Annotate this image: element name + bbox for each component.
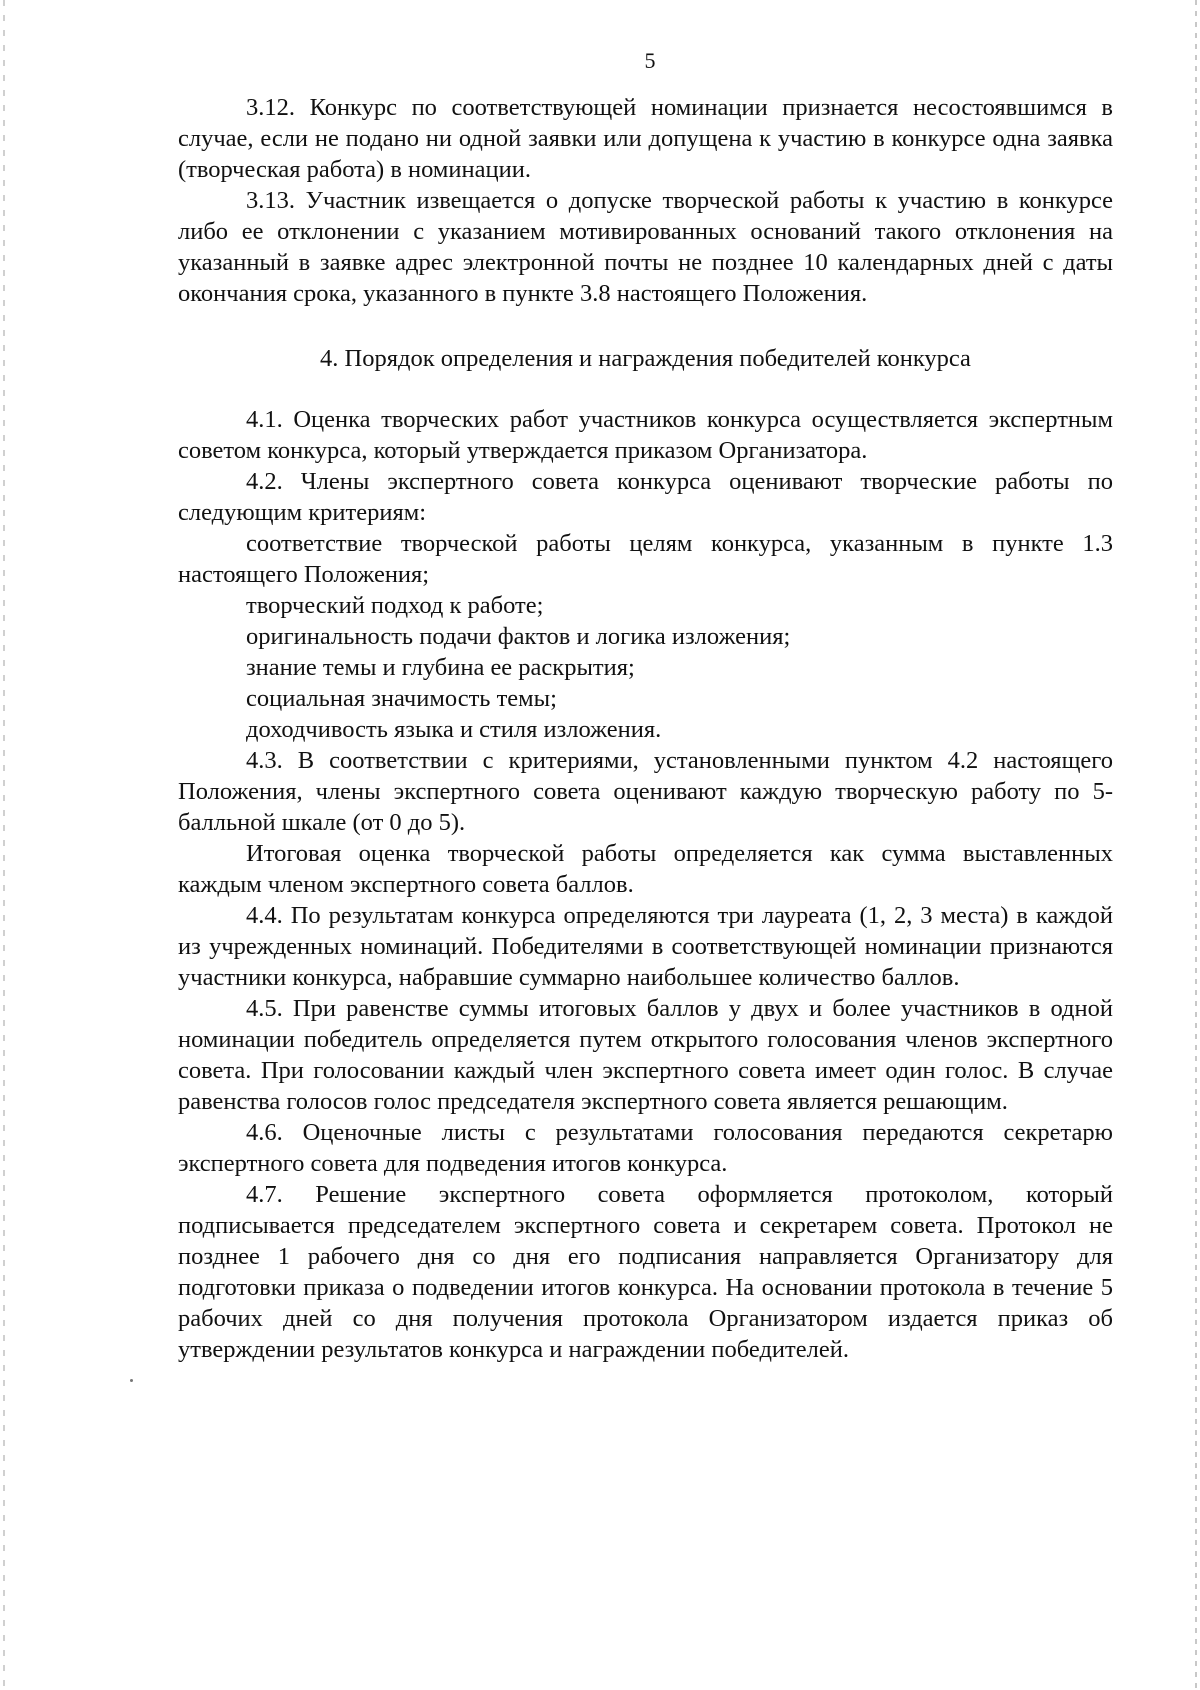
paragraph-4-4: 4.4. По результатам конкурса определяются три лауреата (1, 2, 3 места) в каждой из учрежденных номинаций. Победителями в соответствующей номинации признаются участники конкурса, набравшие суммарно наибольшее количество баллов. xyxy=(178,902,1113,991)
criteria-item: социальная значимость темы; xyxy=(246,685,557,712)
paragraph-4-1: 4.1. Оценка творческих работ участников конкурса осуществляется экспертным советом конкурса, который утверждается приказом Организатора. xyxy=(178,406,1113,464)
paragraph-3-12: 3.12. Конкурс по соответствующей номинации признается несостоявшимся в случае, если не подано ни одной заявки или допущена к участию в конкурсе одна заявка (творческая работа) в номинации. xyxy=(178,94,1113,183)
criteria-item: творческий подход к работе; xyxy=(246,592,544,619)
criteria-item: соответствие творческой работы целям конкурса, указанным в пункте 1.3 настоящего Положения; xyxy=(178,530,1113,588)
paragraph-4-3-total: Итоговая оценка творческой работы определяется как сумма выставленных каждым членом экспертного совета баллов. xyxy=(178,840,1113,898)
paragraph-4-3: 4.3. В соответствии с критериями, установленными пунктом 4.2 настоящего Положения, члены экспертного совета оценивают каждую творческую работу по 5-балльной шкале (от 0 до 5). xyxy=(178,747,1113,836)
section-4-title: 4. Порядок определения и награждения победителей конкурса xyxy=(320,345,971,372)
paragraph-4-2: 4.2. Члены экспертного совета конкурса оценивают творческие работы по следующим критериям: xyxy=(178,468,1113,526)
paragraph-4-6: 4.6. Оценочные листы с результатами голосования передаются секретарю экспертного совета для подведения итогов конкурса. xyxy=(178,1119,1113,1177)
criteria-item: оригинальность подачи фактов и логика изложения; xyxy=(246,623,791,650)
paragraph-4-7: 4.7. Решение экспертного совета оформляется протоколом, который подписывается председателем экспертного совета и секретарем совета. Протокол не позднее 1 рабочего дня со дня его подписания направляется Организатору для подготовки приказа о подведении итогов конкурса. На основании протокола в течение 5 рабочих дней со дня получения протокола Организатором издается приказ об утверждении результатов конкурса и награждении победителей. xyxy=(178,1181,1113,1363)
scan-edge-right xyxy=(1195,0,1197,1690)
criteria-item: доходчивость языка и стиля изложения. xyxy=(246,716,662,743)
document-body xyxy=(178,92,1113,1365)
scan-edge-left xyxy=(3,0,5,1690)
paragraph-4-5: 4.5. При равенстве суммы итоговых баллов у двух и более участников в одной номинации победитель определяется путем открытого голосования членов экспертного совета. При голосовании каждый член экспертного совета имеет один голос. В случае равенства голосов голос председателя экспертного совета является решающим. xyxy=(178,995,1113,1115)
criteria-item: знание темы и глубина ее раскрытия; xyxy=(246,654,635,681)
scan-speck xyxy=(130,1379,133,1382)
page-number: 5 xyxy=(644,48,656,73)
paragraph-3-13: 3.13. Участник извещается о допуске творческой работы к участию в конкурсе либо ее отклонении с указанием мотивированных оснований такого отклонения на указанный в заявке адрес электронной почты не позднее 10 календарных дней с даты окончания срока, указанного в пункте 3.8 настоящего Положения. xyxy=(178,187,1113,307)
